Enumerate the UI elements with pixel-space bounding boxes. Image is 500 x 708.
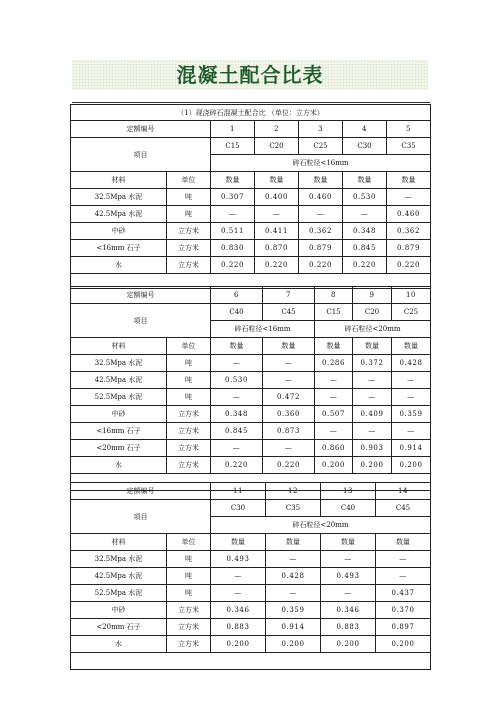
quantity-cell: 0.883 xyxy=(321,619,376,636)
quantity-cell: 0.220 xyxy=(211,257,255,274)
quantity-cell: — xyxy=(353,389,392,406)
quantity-header: 数量 xyxy=(387,172,431,189)
material-unit: 吨 xyxy=(167,372,211,389)
aggregate-size: 碎石粒径<20mm xyxy=(211,517,431,534)
unit-header: 单位 xyxy=(167,172,211,189)
quantity-cell: 0.200 xyxy=(376,636,431,653)
material-unit: 立方米 xyxy=(167,223,211,240)
quota-number: 6 xyxy=(211,287,263,304)
quantity-cell: 0.493 xyxy=(321,568,376,585)
quantity-cell: 0.873 xyxy=(263,423,315,440)
unit-header: 单位 xyxy=(167,338,211,355)
mix-table xyxy=(70,482,431,670)
quota-number: 7 xyxy=(263,287,315,304)
quantity-cell: — xyxy=(263,440,315,457)
quantity-header: 数量 xyxy=(211,338,263,355)
material-unit: 立方米 xyxy=(167,440,211,457)
table-row xyxy=(71,240,431,257)
quantity-cell: — xyxy=(376,568,431,585)
quantity-cell: 0.200 xyxy=(392,457,431,474)
table-row xyxy=(71,457,431,474)
table-row xyxy=(71,223,431,240)
quota-number-row xyxy=(71,287,431,304)
quantity-cell: 0.460 xyxy=(299,189,343,206)
quantity-cell: 0.879 xyxy=(299,240,343,257)
quantity-cell: — xyxy=(376,551,431,568)
quantity-cell: 0.372 xyxy=(353,355,392,372)
quota-number: 3 xyxy=(299,121,343,138)
material-name: 32.5Mpa 水泥 xyxy=(71,355,167,372)
quantity-cell: 0.409 xyxy=(353,406,392,423)
material-name: 42.5Mpa 水泥 xyxy=(71,372,167,389)
table-row xyxy=(71,355,431,372)
table-row xyxy=(71,206,431,223)
quantity-cell: — xyxy=(266,585,321,602)
quantity-cell: 0.220 xyxy=(263,457,315,474)
title-rule xyxy=(72,102,430,103)
table-row xyxy=(71,389,431,406)
quantity-cell: 0.346 xyxy=(211,602,266,619)
item-label: 项目 xyxy=(71,500,211,534)
quantity-cell: 0.914 xyxy=(266,619,321,636)
concrete-grade: C30 xyxy=(343,138,387,155)
quantity-cell: 0.360 xyxy=(263,406,315,423)
quantity-cell: — xyxy=(211,355,263,372)
quantity-cell: 0.286 xyxy=(315,355,353,372)
quantity-cell: 0.200 xyxy=(211,636,266,653)
quantity-cell: 0.845 xyxy=(343,240,387,257)
mix-table-section-2 xyxy=(70,286,430,491)
grade-row xyxy=(71,500,431,517)
quantity-cell: 0.200 xyxy=(266,636,321,653)
quantity-cell: 0.359 xyxy=(266,602,321,619)
quantity-cell: 0.220 xyxy=(211,457,263,474)
concrete-grade: C45 xyxy=(263,304,315,321)
quantity-cell: 0.870 xyxy=(255,240,299,257)
quantity-header: 数量 xyxy=(315,338,353,355)
quantity-cell: 0.428 xyxy=(266,568,321,585)
quantity-cell: — xyxy=(392,423,431,440)
aggregate-size: 碎石粒径<16mm xyxy=(211,155,431,172)
quota-number: 8 xyxy=(315,287,353,304)
material-unit: 吨 xyxy=(167,551,211,568)
blank-cell xyxy=(71,653,431,670)
quantity-cell: — xyxy=(321,585,376,602)
quantity-cell: — xyxy=(315,423,353,440)
quantity-cell: 0.348 xyxy=(211,406,263,423)
quantity-cell: 0.370 xyxy=(376,602,431,619)
quantity-header: 数量 xyxy=(211,534,266,551)
quantity-cell: — xyxy=(211,206,255,223)
quota-number-row xyxy=(71,121,431,138)
quantity-cell: — xyxy=(392,389,431,406)
material-unit: 吨 xyxy=(167,389,211,406)
quantity-cell: 0.511 xyxy=(211,223,255,240)
quantity-cell: 0.400 xyxy=(255,189,299,206)
quantity-cell: — xyxy=(321,551,376,568)
quota-number: 4 xyxy=(343,121,387,138)
material-unit: 立方米 xyxy=(167,240,211,257)
material-name: 中砂 xyxy=(71,223,167,240)
material-unit: 立方米 xyxy=(167,602,211,619)
table-row xyxy=(71,619,431,636)
material-name: 中砂 xyxy=(71,602,167,619)
quantity-cell: — xyxy=(353,423,392,440)
quantity-cell: 0.472 xyxy=(263,389,315,406)
quantity-cell: 0.348 xyxy=(343,223,387,240)
quantity-cell: 0.200 xyxy=(353,457,392,474)
quantity-cell: 0.200 xyxy=(315,457,353,474)
quantity-cell: 0.220 xyxy=(343,257,387,274)
quota-number: 9 xyxy=(353,287,392,304)
material-header: 材料 xyxy=(71,534,167,551)
quantity-cell: 0.362 xyxy=(387,223,431,240)
header-row xyxy=(71,172,431,189)
mix-table-section-1 xyxy=(70,104,430,289)
quantity-header: 数量 xyxy=(255,172,299,189)
quota-number-label: 定额编号 xyxy=(71,287,211,304)
quantity-cell: — xyxy=(392,372,431,389)
table-row xyxy=(71,636,431,653)
mix-table-section-3 xyxy=(70,482,430,670)
material-unit: 立方米 xyxy=(167,457,211,474)
concrete-grade: C20 xyxy=(353,304,392,321)
concrete-grade: C35 xyxy=(266,500,321,517)
material-name: 52.5Mpa 水泥 xyxy=(71,585,167,602)
concrete-grade: C15 xyxy=(315,304,353,321)
quota-number: 5 xyxy=(387,121,431,138)
quota-number: 2 xyxy=(255,121,299,138)
quantity-cell: 0.530 xyxy=(343,189,387,206)
quantity-cell: 0.200 xyxy=(321,636,376,653)
concrete-grade: C30 xyxy=(211,500,266,517)
aggregate-size: 碎石粒径<16mm xyxy=(211,321,315,338)
table-row xyxy=(71,585,431,602)
quantity-cell: 0.428 xyxy=(392,355,431,372)
quantity-cell: — xyxy=(255,206,299,223)
table-row xyxy=(71,568,431,585)
quantity-cell: 0.220 xyxy=(387,257,431,274)
header-row xyxy=(71,534,431,551)
material-unit: 立方米 xyxy=(167,406,211,423)
quantity-cell: 0.307 xyxy=(211,189,255,206)
material-name: 42.5Mpa 水泥 xyxy=(71,568,167,585)
concrete-grade: C35 xyxy=(387,138,431,155)
concrete-grade: C15 xyxy=(211,138,255,155)
material-unit: 吨 xyxy=(167,206,211,223)
quantity-header: 数量 xyxy=(321,534,376,551)
material-name: <16mm 石子 xyxy=(71,240,167,257)
quantity-cell: — xyxy=(263,372,315,389)
concrete-grade: C25 xyxy=(392,304,431,321)
item-label: 项目 xyxy=(71,138,211,172)
table-row xyxy=(71,406,431,423)
material-unit: 吨 xyxy=(167,568,211,585)
material-unit: 立方米 xyxy=(167,257,211,274)
table-row xyxy=(71,257,431,274)
quantity-cell: 0.860 xyxy=(315,440,353,457)
quota-number-label: 定额编号 xyxy=(71,483,211,500)
concrete-grade: C40 xyxy=(321,500,376,517)
material-name: <20mm 石子 xyxy=(71,440,167,457)
caption-row xyxy=(71,105,431,121)
material-name: <20mm 石子 xyxy=(71,619,167,636)
grade-row xyxy=(71,304,431,321)
material-unit: 吨 xyxy=(167,585,211,602)
material-name: 42.5Mpa 水泥 xyxy=(71,206,167,223)
mix-table xyxy=(70,104,431,289)
quantity-cell: 0.220 xyxy=(255,257,299,274)
quantity-cell: — xyxy=(211,585,266,602)
quantity-cell: 0.830 xyxy=(211,240,255,257)
blank-row xyxy=(71,653,431,670)
material-unit: 立方米 xyxy=(167,423,211,440)
mix-table xyxy=(70,286,431,491)
quantity-header: 数量 xyxy=(343,172,387,189)
quantity-cell: — xyxy=(211,568,266,585)
quota-number: 1 xyxy=(211,121,255,138)
material-unit: 吨 xyxy=(167,189,211,206)
material-name: 水 xyxy=(71,257,167,274)
table-row xyxy=(71,189,431,206)
quantity-cell: — xyxy=(266,551,321,568)
quantity-cell: — xyxy=(353,372,392,389)
material-name: 32.5Mpa 水泥 xyxy=(71,189,167,206)
table-row xyxy=(71,372,431,389)
quota-number: 14 xyxy=(376,483,431,500)
quantity-cell: 0.883 xyxy=(211,619,266,636)
quota-number: 13 xyxy=(321,483,376,500)
table-row xyxy=(71,423,431,440)
quantity-header: 数量 xyxy=(376,534,431,551)
quantity-cell: — xyxy=(263,355,315,372)
quota-number: 12 xyxy=(266,483,321,500)
quantity-cell: 0.903 xyxy=(353,440,392,457)
table-row xyxy=(71,440,431,457)
quantity-cell: 0.897 xyxy=(376,619,431,636)
page-title: 混凝土配合比表 xyxy=(176,63,324,87)
quota-number: 11 xyxy=(211,483,266,500)
quantity-cell: — xyxy=(315,372,353,389)
quantity-cell: 0.437 xyxy=(376,585,431,602)
concrete-grade: C25 xyxy=(299,138,343,155)
quantity-cell: 0.507 xyxy=(315,406,353,423)
quota-number-label: 定额编号 xyxy=(71,121,211,138)
header-row xyxy=(71,338,431,355)
material-name: <16mm 石子 xyxy=(71,423,167,440)
item-label: 项目 xyxy=(71,304,211,338)
quota-number-row xyxy=(71,483,431,500)
concrete-grade: C45 xyxy=(376,500,431,517)
quantity-cell: 0.362 xyxy=(299,223,343,240)
material-name: 水 xyxy=(71,457,167,474)
quantity-header: 数量 xyxy=(211,172,255,189)
quantity-cell: — xyxy=(211,440,263,457)
aggregate-size: 碎石粒径<20mm xyxy=(315,321,431,338)
quantity-header: 数量 xyxy=(392,338,431,355)
quantity-header: 数量 xyxy=(353,338,392,355)
concrete-grade: C20 xyxy=(255,138,299,155)
quantity-cell: 0.411 xyxy=(255,223,299,240)
quantity-header: 数量 xyxy=(266,534,321,551)
material-header: 材料 xyxy=(71,172,167,189)
quantity-cell: 0.530 xyxy=(211,372,263,389)
material-unit: 立方米 xyxy=(167,619,211,636)
quantity-cell: 0.879 xyxy=(387,240,431,257)
quantity-cell: 0.460 xyxy=(387,206,431,223)
table-row xyxy=(71,602,431,619)
material-header: 材料 xyxy=(71,338,167,355)
quantity-cell: — xyxy=(315,389,353,406)
quantity-cell: 0.220 xyxy=(299,257,343,274)
quota-number: 10 xyxy=(392,287,431,304)
quantity-cell: 0.493 xyxy=(211,551,266,568)
table-caption: （1）现浇碎石混凝土配合比 （单位：立方米） xyxy=(71,105,431,121)
quantity-header: 数量 xyxy=(299,172,343,189)
material-name: 52.5Mpa 水泥 xyxy=(71,389,167,406)
quantity-cell: 0.346 xyxy=(321,602,376,619)
quantity-cell: — xyxy=(387,189,431,206)
quantity-cell: — xyxy=(211,389,263,406)
grade-row xyxy=(71,138,431,155)
material-unit: 立方米 xyxy=(167,636,211,653)
material-name: 水 xyxy=(71,636,167,653)
table-row xyxy=(71,551,431,568)
material-name: 中砂 xyxy=(71,406,167,423)
quantity-cell: 0.359 xyxy=(392,406,431,423)
quantity-header: 数量 xyxy=(263,338,315,355)
quantity-cell: — xyxy=(299,206,343,223)
quantity-cell: — xyxy=(343,206,387,223)
quantity-cell: 0.914 xyxy=(392,440,431,457)
unit-header: 单位 xyxy=(167,534,211,551)
concrete-grade: C40 xyxy=(211,304,263,321)
material-unit: 吨 xyxy=(167,355,211,372)
quantity-cell: 0.845 xyxy=(211,423,263,440)
material-name: 32.5Mpa 水泥 xyxy=(71,551,167,568)
